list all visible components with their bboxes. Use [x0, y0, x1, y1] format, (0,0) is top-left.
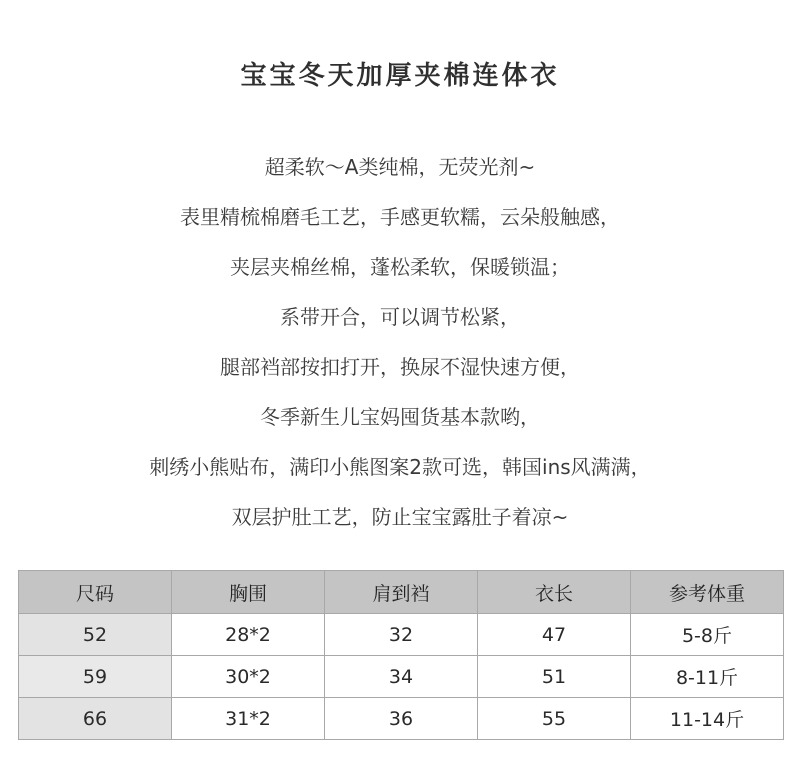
header-size: 尺码: [19, 571, 172, 614]
description-line: 表里精梳棉磨毛工艺，手感更软糯，云朵般触感，: [180, 205, 620, 229]
cell-reference-weight: 8-11斤: [631, 656, 784, 698]
cell-size: 66: [19, 698, 172, 740]
cell-reference-weight: 5-8斤: [631, 614, 784, 656]
cell-size: 59: [19, 656, 172, 698]
table-row: [19, 698, 784, 740]
cell-length: 51: [478, 656, 631, 698]
table-header-row: [19, 571, 784, 614]
description-line: 夹层夹棉丝棉，蓬松柔软，保暖锁温；: [230, 255, 570, 279]
cell-shoulder-to-crotch: 36: [325, 698, 478, 740]
description-line: 双层护肚工艺，防止宝宝露肚子着凉~: [231, 505, 569, 529]
cell-size: 52: [19, 614, 172, 656]
cell-length: 47: [478, 614, 631, 656]
cell-length: 55: [478, 698, 631, 740]
description-line: 系带开合，可以调节松紧，: [280, 305, 520, 329]
description-line: 刺绣小熊贴布，满印小熊图案2款可选，韩国ins风满满，: [149, 455, 651, 479]
table-row: [19, 656, 784, 698]
description-line: 超柔软～A类纯棉，无荧光剂~: [264, 155, 536, 179]
cell-chest: 28*2: [172, 614, 325, 656]
size-chart-table: [18, 570, 784, 740]
product-description: [0, 151, 800, 551]
cell-shoulder-to-crotch: 32: [325, 614, 478, 656]
cell-chest: 30*2: [172, 656, 325, 698]
description-line: 腿部裆部按扣打开，换尿不湿快速方便，: [220, 355, 580, 379]
table-row: [19, 614, 784, 656]
header-reference-weight: 参考体重: [631, 571, 784, 614]
cell-chest: 31*2: [172, 698, 325, 740]
header-shoulder-to-crotch: 肩到裆: [325, 571, 478, 614]
description-line: 冬季新生儿宝妈囤货基本款哟，: [260, 405, 540, 429]
cell-reference-weight: 11-14斤: [631, 698, 784, 740]
header-chest: 胸围: [172, 571, 325, 614]
cell-shoulder-to-crotch: 34: [325, 656, 478, 698]
product-title: 宝宝冬天加厚夹棉连体衣: [240, 61, 560, 91]
header-length: 衣长: [478, 571, 631, 614]
